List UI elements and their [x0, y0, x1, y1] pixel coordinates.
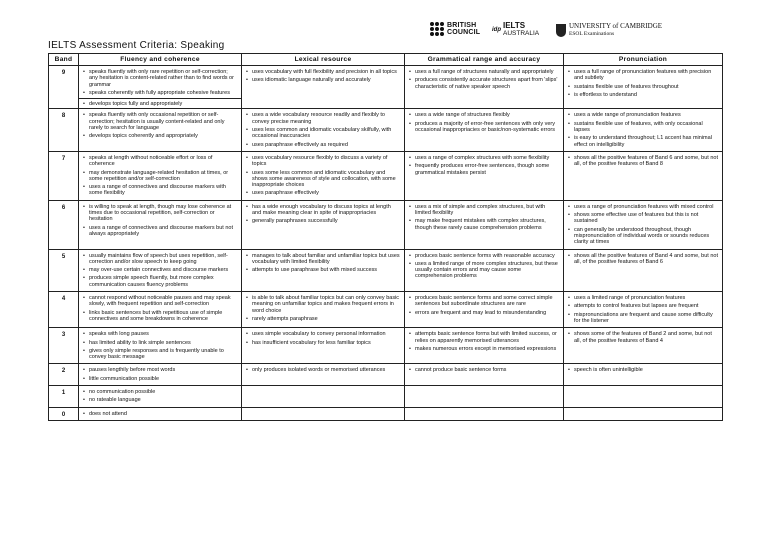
descriptor-list [83, 204, 237, 237]
descriptor-item: • shows some of the features of Band 2 and some, but not all, of the positive features of Band 4 [568, 331, 718, 344]
descriptor-item: • only produces isolated words or memorised utterances [246, 367, 400, 373]
descriptor-item: • gives only simple responses and is frequently unable to convey basic message [83, 348, 237, 361]
descriptor-list [246, 367, 400, 373]
descriptor-item: • shows some effective use of features but this is not sustained [568, 212, 718, 225]
descriptor-item: • frequently produces error-free sentences, though some grammatical mistakes persist [409, 163, 559, 176]
descriptor-item: • may make frequent mistakes with complex structures, though these rarely cause comprehension problems [409, 218, 559, 231]
descriptor-item: • links basic sentences but with repetitious use of simple connectives and some breakdowns in coherence [83, 310, 237, 323]
cell-pronunciation [564, 385, 723, 407]
descriptor-list [568, 331, 718, 344]
criteria-table [48, 53, 723, 421]
descriptor-item: • rarely attempts paraphrase [246, 316, 400, 322]
descriptor-item: • uses a wide vocabulary resource readily and flexibly to convey precise meaning [246, 112, 400, 125]
descriptor-list [83, 411, 237, 417]
cell-grammar [405, 292, 564, 328]
descriptor-item: • has limited ability to link simple sentences [83, 340, 237, 346]
descriptor-item: • may demonstrate language-related hesitation at times, or some repetition and/or self-correction [83, 170, 237, 183]
cell-lexical [242, 249, 405, 291]
descriptor-item: • errors are frequent and may lead to misunderstanding [409, 310, 559, 316]
table-row [49, 328, 723, 364]
ielts-label: IELTS [503, 21, 526, 30]
band-score: 7 [49, 151, 79, 200]
cambridge-university-label: UNIVERSITY of CAMBRIDGE [569, 22, 663, 30]
column-header-grammar: Grammatical range and accuracy [405, 54, 564, 66]
cell-pronunciation [564, 292, 723, 328]
descriptor-item: • uses a mix of simple and complex structures, but with limited flexibility [409, 204, 559, 217]
descriptor-list [409, 367, 559, 373]
cell-fluency [79, 364, 242, 386]
cell-grammar [405, 249, 564, 291]
table-body [49, 66, 723, 421]
descriptor-item: • usually maintains flow of speech but uses repetition, self-correction and/or slow speech to keep going [83, 253, 237, 266]
idp-label: idp [492, 27, 501, 33]
descriptor-item: • no rateable language [83, 397, 237, 403]
cell-fluency [79, 328, 242, 364]
descriptor-item: • can generally be understood throughout, though mispronunciation of individual words or sounds reduces clarity at times [568, 227, 718, 246]
cell-fluency [79, 151, 242, 200]
descriptor-list [409, 331, 559, 352]
descriptor-list [83, 69, 237, 107]
column-header-pronunciation: Pronunciation [564, 54, 723, 66]
band-score: 2 [49, 364, 79, 386]
descriptor-list [568, 295, 718, 324]
cell-fluency [79, 249, 242, 291]
descriptor-list [568, 253, 718, 266]
descriptor-item: • uses a range of pronunciation features with mixed control [568, 204, 718, 210]
cell-pronunciation [564, 109, 723, 151]
descriptor-list [409, 155, 559, 176]
descriptor-item: • is able to talk about familiar topics but can only convey basic meaning on unfamiliar topics and makes frequent errors in word choice [246, 295, 400, 314]
descriptor-list [568, 112, 718, 147]
descriptor-item: • produces a majority of error-free sentences with only very occasional inappropriacies or basic/non-systematic errors [409, 121, 559, 134]
british-council-dots-icon [430, 22, 444, 36]
cell-grammar [405, 364, 564, 386]
cell-pronunciation [564, 200, 723, 249]
descriptor-item: • attempts to use paraphrase but with mixed success [246, 267, 400, 273]
cambridge-esol-label: ESOL Examinations [569, 31, 615, 37]
ielts-australia-logo [492, 22, 539, 38]
descriptor-item: • uses a limited range of more complex structures, but these usually contain errors and may cause some comprehension problems [409, 261, 559, 280]
cell-pronunciation [564, 249, 723, 291]
cell-pronunciation [564, 328, 723, 364]
table-row [49, 200, 723, 249]
descriptor-item: • speaks fluently with only occasional repetition or self-correction; hesitation is usually content-related and only rarely to search for language [83, 112, 237, 131]
table-row [49, 249, 723, 291]
descriptor-item: • develops topics coherently and appropriately [83, 133, 237, 139]
descriptor-list [246, 295, 400, 322]
descriptor-list [83, 155, 237, 197]
descriptor-item: • produces basic sentence forms with reasonable accuracy [409, 253, 559, 259]
descriptor-item: • uses a range of complex structures with some flexibility [409, 155, 559, 161]
band-score: 6 [49, 200, 79, 249]
descriptor-item: • attempts basic sentence forms but with limited success, or relies on apparently memorised utterances [409, 331, 559, 344]
descriptor-item: • has a wide enough vocabulary to discuss topics at length and make meaning clear in spite of inappropriacies [246, 204, 400, 217]
descriptor-item: • cannot respond without noticeable pauses and may speak slowly, with frequent repetition and self-correction [83, 295, 237, 308]
descriptor-item: • no communication possible [83, 389, 237, 395]
descriptor-item: • uses paraphrase effectively [246, 190, 400, 196]
descriptor-item: • uses a range of connectives and discourse markers but not always appropriately [83, 225, 237, 238]
cell-lexical [242, 407, 405, 420]
descriptor-item: • uses some less common and idiomatic vocabulary and shows some awareness of style and collocation, with some inappropriate choices [246, 170, 400, 189]
cell-pronunciation [564, 151, 723, 200]
descriptor-item: • little communication possible [83, 376, 237, 382]
descriptor-item: • speaks coherently with fully appropriate cohesive features [83, 90, 237, 96]
band-score: 8 [49, 109, 79, 151]
table-row [49, 151, 723, 200]
british-council-logo [430, 22, 480, 36]
table-row [49, 364, 723, 386]
descriptor-list [568, 367, 718, 373]
descriptor-list [409, 69, 559, 90]
cell-lexical [242, 385, 405, 407]
table-row [49, 66, 723, 109]
descriptor-item: • produces consistently accurate structures apart from 'slips' characteristic of native speaker speech [409, 77, 559, 90]
descriptor-list [246, 155, 400, 197]
band-score: 4 [49, 292, 79, 328]
descriptor-list [246, 204, 400, 225]
descriptor-item: • sustains flexible use of features throughout [568, 84, 718, 90]
descriptor-item: • may over-use certain connectives and discourse markers [83, 267, 237, 273]
cell-grammar [405, 200, 564, 249]
column-header-fluency: Fluency and coherence [79, 54, 242, 66]
band-score: 9 [49, 66, 79, 109]
descriptor-item: • speaks fluently with only rare repetition or self-correction; any hesitation is content-related rather than to find words or grammar [83, 69, 237, 88]
descriptor-item: • uses vocabulary resource flexibly to discuss a variety of topics [246, 155, 400, 168]
page-title: IELTS Assessment Criteria: Speaking [48, 40, 225, 51]
descriptor-item: • shows all the positive features of Band 6 and some, but not all, of the positive features of Band 8 [568, 155, 718, 168]
band-score: 3 [49, 328, 79, 364]
descriptor-list [83, 389, 237, 404]
australia-label: AUSTRALIA [503, 30, 540, 37]
cambridge-shield-icon [556, 24, 566, 37]
cell-grammar [405, 151, 564, 200]
cell-pronunciation [564, 66, 723, 109]
cell-pronunciation [564, 407, 723, 420]
descriptor-item: • mispronunciations are frequent and cause some difficulty for the listener [568, 312, 718, 325]
descriptor-item: • attempts to control features but lapses are frequent [568, 303, 718, 309]
descriptor-item: • does not attend [83, 411, 237, 417]
descriptor-item: • uses a full range of pronunciation features with precision and subtlety [568, 69, 718, 82]
descriptor-item: • makes numerous errors except in memorised expressions [409, 346, 559, 352]
descriptor-item: • is easy to understand throughout; L1 accent has minimal effect on intelligibility [568, 135, 718, 148]
band-score: 5 [49, 249, 79, 291]
band-score: 0 [49, 407, 79, 420]
table-row [49, 385, 723, 407]
descriptor-item: • uses less common and idiomatic vocabulary skilfully, with occasional inaccuracies [246, 127, 400, 140]
cell-fluency [79, 385, 242, 407]
descriptor-item: • speaks with long pauses [83, 331, 237, 337]
british-council-line-1: BRITISH [447, 22, 477, 29]
cell-lexical [242, 200, 405, 249]
cell-lexical [242, 292, 405, 328]
descriptor-list [83, 331, 237, 360]
cell-fluency [79, 407, 242, 420]
descriptor-item: • has insufficient vocabulary for less familiar topics [246, 340, 400, 346]
descriptor-list [83, 112, 237, 139]
british-council-line-2: COUNCIL [447, 29, 481, 36]
cell-fluency [79, 109, 242, 151]
descriptor-item: • uses paraphrase effectively as required [246, 142, 400, 148]
descriptor-item: • uses simple vocabulary to convey personal information [246, 331, 400, 337]
descriptor-item: • uses idiomatic language naturally and accurately [246, 77, 400, 83]
descriptor-list [246, 69, 400, 84]
cell-lexical [242, 66, 405, 109]
cell-lexical [242, 364, 405, 386]
descriptor-item: • is effortless to understand [568, 92, 718, 98]
descriptor-list [246, 331, 400, 346]
descriptor-item: • manages to talk about familiar and unfamiliar topics but uses vocabulary with limited flexibility [246, 253, 400, 266]
descriptor-list [568, 204, 718, 246]
cell-pronunciation [564, 364, 723, 386]
descriptor-list [409, 204, 559, 231]
descriptor-item: • uses a full range of structures naturally and appropriately [409, 69, 559, 75]
cell-lexical [242, 151, 405, 200]
cell-fluency [79, 66, 242, 109]
table-row [49, 407, 723, 420]
cell-fluency [79, 200, 242, 249]
descriptor-item: • uses a wide range of structures flexibly [409, 112, 559, 118]
cell-grammar [405, 407, 564, 420]
column-header-lexical: Lexical resource [242, 54, 405, 66]
cell-fluency [79, 292, 242, 328]
descriptor-list [83, 295, 237, 322]
descriptor-item: • uses a wide range of pronunciation features [568, 112, 718, 118]
column-header-band: Band [49, 54, 79, 66]
descriptor-item: • uses a limited range of pronunciation features [568, 295, 718, 301]
descriptor-item: • shows all the positive features of Band 4 and some, but not all, of the positive features of Band 6 [568, 253, 718, 266]
descriptor-list [83, 253, 237, 288]
descriptor-item: • sustains flexible use of features, with only occasional lapses [568, 121, 718, 134]
descriptor-list [568, 155, 718, 168]
descriptor-list [409, 253, 559, 280]
descriptor-list [246, 112, 400, 147]
cell-grammar [405, 66, 564, 109]
band-score: 1 [49, 385, 79, 407]
descriptor-list [409, 295, 559, 316]
descriptor-item: • speaks at length without noticeable effort or loss of coherence [83, 155, 237, 168]
descriptor-item: • speech is often unintelligible [568, 367, 718, 373]
descriptor-item: • pauses lengthily before most words [83, 367, 237, 373]
descriptor-list [568, 69, 718, 98]
cell-grammar [405, 328, 564, 364]
cell-lexical [242, 328, 405, 364]
cell-lexical [242, 109, 405, 151]
cell-grammar [405, 385, 564, 407]
descriptor-item: • uses a range of connectives and discourse markers with some flexibility [83, 184, 237, 197]
descriptor-item: • uses vocabulary with full flexibility and precision in all topics [246, 69, 400, 75]
table-header-row [49, 54, 723, 66]
descriptor-list [409, 112, 559, 133]
descriptor-item: • develops topics fully and appropriately [79, 98, 241, 107]
descriptor-item: • cannot produce basic sentence forms [409, 367, 559, 373]
header-logos [430, 22, 730, 44]
descriptor-item: • produces simple speech fluently, but more complex communication causes fluency problems [83, 275, 237, 288]
descriptor-item: • is willing to speak at length, though may lose coherence at times due to occasional repetition, self-correction or hesitation [83, 204, 237, 223]
descriptor-item: • produces basic sentence forms and some correct simple sentences but subordinate structures are rare [409, 295, 559, 308]
table-row [49, 109, 723, 151]
descriptor-item: • generally paraphrases successfully [246, 218, 400, 224]
descriptor-list [246, 253, 400, 274]
table-row [49, 292, 723, 328]
cambridge-logo [556, 22, 662, 38]
descriptor-list [83, 367, 237, 382]
cell-grammar [405, 109, 564, 151]
